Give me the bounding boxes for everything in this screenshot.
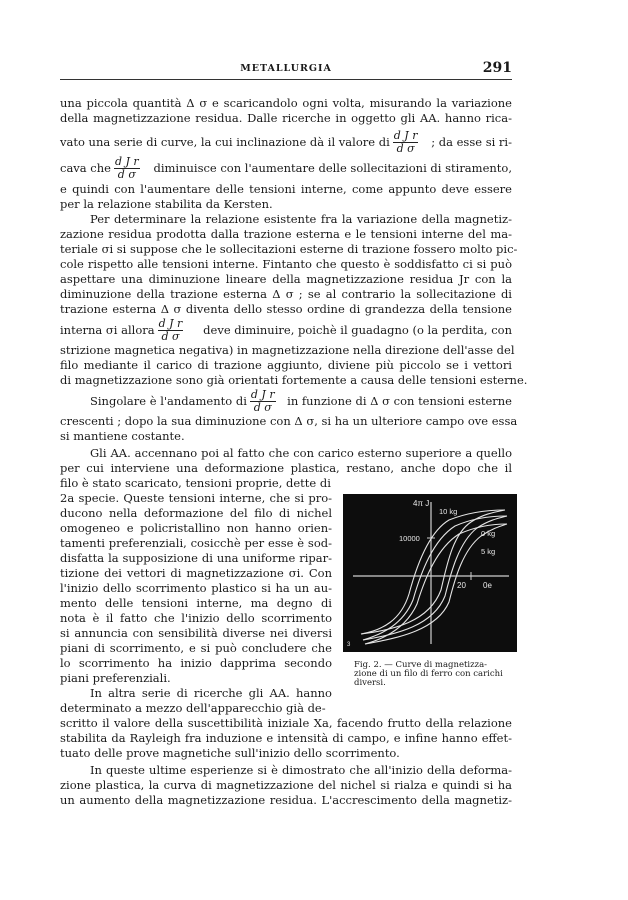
page-number: 291 — [482, 60, 512, 76]
fig-label-0e: 0e — [483, 581, 492, 590]
fig-label-4piJ: 4π J — [413, 499, 430, 508]
text-line: tamenti preferenziali, cosicchè per esse è sod- — [60, 536, 332, 550]
text-line: zione plastica, la curva di magnetizzazione del nichel si rialza e quindi si ha — [60, 778, 512, 792]
text-line: Per determinare la relazione esistente fra la variazione della magnetiz- — [90, 212, 512, 226]
fraction-dJr-dsigma — [250, 389, 276, 414]
text-line: si mantiene costante. — [60, 429, 185, 443]
text-span: Singolare è l'andamento di — [90, 394, 247, 408]
text-line: teriale σi si suppose che le sollecitazioni esterne di trazione fossero molto pic- — [60, 242, 518, 256]
text-line: diminuzione della trazione esterna Δ σ ; se al contrario la sollecitazione di — [60, 287, 512, 301]
text-line: lo scorrimento ha inizio dapprima secondo — [60, 656, 332, 670]
text-line: strizione magnetica negativa) in magnetizzazione nella direzione dell'asse del — [60, 343, 515, 357]
fraction-numerator: d J r — [158, 316, 183, 330]
text-line: un aumento della magnetizzazione residua. L'accrescimento della magnetiz- — [60, 793, 512, 807]
fig-label-10kg: 10 kg — [439, 507, 458, 516]
text-line: In altra serie di ricerche gli AA. hanno — [90, 686, 332, 700]
text-line: In queste ultime esperienze si è dimostrato che all'inizio della deforma- — [90, 763, 512, 777]
figure-caption-line: diversi. — [354, 678, 386, 688]
text-line: stabilita da Rayleigh fra induzione e intensità di campo, e infine hanno effet- — [60, 731, 512, 745]
text-line: determinato a mezzo dell'apparecchio già de- — [60, 701, 326, 715]
text-span: in funzione di Δ σ con tensioni esterne — [287, 394, 512, 408]
fraction-denominator: d σ — [161, 329, 180, 343]
fraction-numerator: d J r — [114, 154, 139, 168]
text-line: piani di scorrimento, e si può concludere che — [60, 641, 332, 655]
text-span: deve diminuire, poichè il guadagno (o la perdita, con — [203, 323, 512, 337]
text-line: crescenti ; dopo la sua diminuzione con Δ σ, si ha un ulteriore campo ove essa — [60, 414, 518, 428]
text-line: per la relazione stabilita da Kersten. — [60, 197, 273, 211]
fig-label-3: 3 — [347, 642, 351, 648]
text-span: diminuisce con l'aumentare delle sollecitazioni di stiramento, — [153, 161, 512, 175]
fig-label-5kg: 5 kg — [481, 547, 496, 556]
figure-caption-line: Fig. 2. — Curve di magnetizza- — [354, 660, 488, 670]
text-line: piani preferenziali. — [60, 671, 171, 685]
text-line-with-fraction — [60, 386, 512, 416]
header-title: METALLURGIA — [240, 63, 332, 74]
text-line: per cui interviene una deformazione plastica, restano, anche dopo che il — [60, 461, 512, 475]
text-span: interna σi allora — [60, 323, 155, 337]
text-line: nota è il fatto che l'inizio dello scorrimento — [60, 611, 332, 625]
text-line: tizione dei vettori di magnetizzazione σi. Con — [60, 566, 332, 580]
text-line: zazione residua prodotta dalla trazione esterna e le tensioni interne del ma- — [60, 227, 512, 241]
fraction-denominator: d σ — [396, 141, 415, 155]
text-span: vato una serie di curve, la cui inclinazione dà il valore di — [60, 135, 390, 149]
figure-caption-line: zione di un filo di ferro con carichi — [354, 669, 503, 679]
text-line: si annuncia con sensibilità diverse nei diversi — [60, 626, 332, 640]
text-span: ; da esse si ri- — [431, 135, 512, 149]
fraction-denominator: d σ — [253, 400, 272, 414]
text-span: cava che — [60, 161, 111, 175]
text-line: cole rispetto alle tensioni interne. Fintanto che questo è soddisfatto ci si può — [60, 257, 512, 271]
text-line: disfatta la supposizione di una uniforme ripar- — [60, 551, 332, 565]
fraction-dJr-dsigma — [393, 130, 419, 155]
fig-label-10000: 10000 — [399, 534, 420, 543]
text-line: della magnetizzazione residua. Dalle ricerche in oggetto gli AA. hanno rica- — [60, 111, 512, 125]
figure-hysteresis-photo — [343, 494, 517, 652]
text-line: e quindi con l'aumentare delle tensioni interne, come appunto deve essere — [60, 182, 512, 196]
text-line: filo è stato scaricato, tensioni proprie, dette di — [60, 476, 331, 490]
text-line: mento delle tensioni interne, ma degno di — [60, 596, 332, 610]
fraction-numerator: d J r — [393, 128, 418, 142]
running-header — [60, 60, 512, 76]
fig-label-20: 20 — [457, 581, 466, 590]
text-line: filo mediante il carico di trazione aggiunto, diviene più piccolo se i vettori — [60, 358, 512, 372]
header-rule — [60, 79, 512, 80]
text-line-with-fraction — [60, 315, 512, 345]
hysteresis-curves — [343, 494, 517, 652]
text-line: aspettare una diminuzione lineare della magnetizzazione residua Jr con la — [60, 272, 512, 286]
text-line: ducono nella deformazione del filo di nichel — [60, 506, 332, 520]
text-line: scritto il valore della suscettibilità iniziale Xa, facendo frutto della relazione — [60, 716, 512, 730]
fraction-dJr-dsigma — [114, 156, 140, 181]
text-line: una piccola quantità Δ σ e scaricandolo ogni volta, misurando la variazione — [60, 96, 512, 110]
text-line: omogeneo e policristallino non hanno orien- — [60, 521, 332, 535]
text-line: l'inizio dello scorrimento plastico si ha un au- — [60, 581, 332, 595]
fraction-dJr-dsigma — [158, 318, 184, 343]
text-line: Gli AA. accennano poi al fatto che con carico esterno superiore a quello — [90, 446, 512, 460]
text-line: 2a specie. Queste tensioni interne, che si pro- — [60, 491, 332, 505]
fig-label-0kg: 0 kg — [481, 529, 496, 538]
text-line: tuato delle prove magnetiche sull'inizio dello scorrimento. — [60, 746, 400, 760]
text-line-with-fraction — [60, 153, 512, 183]
text-line: trazione esterna Δ σ diventa dello stesso ordine di grandezza della tensione — [60, 302, 512, 316]
text-line: di magnetizzazione sono già orientati fortemente a causa delle tensioni esterne. — [60, 373, 528, 387]
fraction-denominator: d σ — [117, 167, 136, 181]
fraction-numerator: d J r — [250, 387, 275, 401]
